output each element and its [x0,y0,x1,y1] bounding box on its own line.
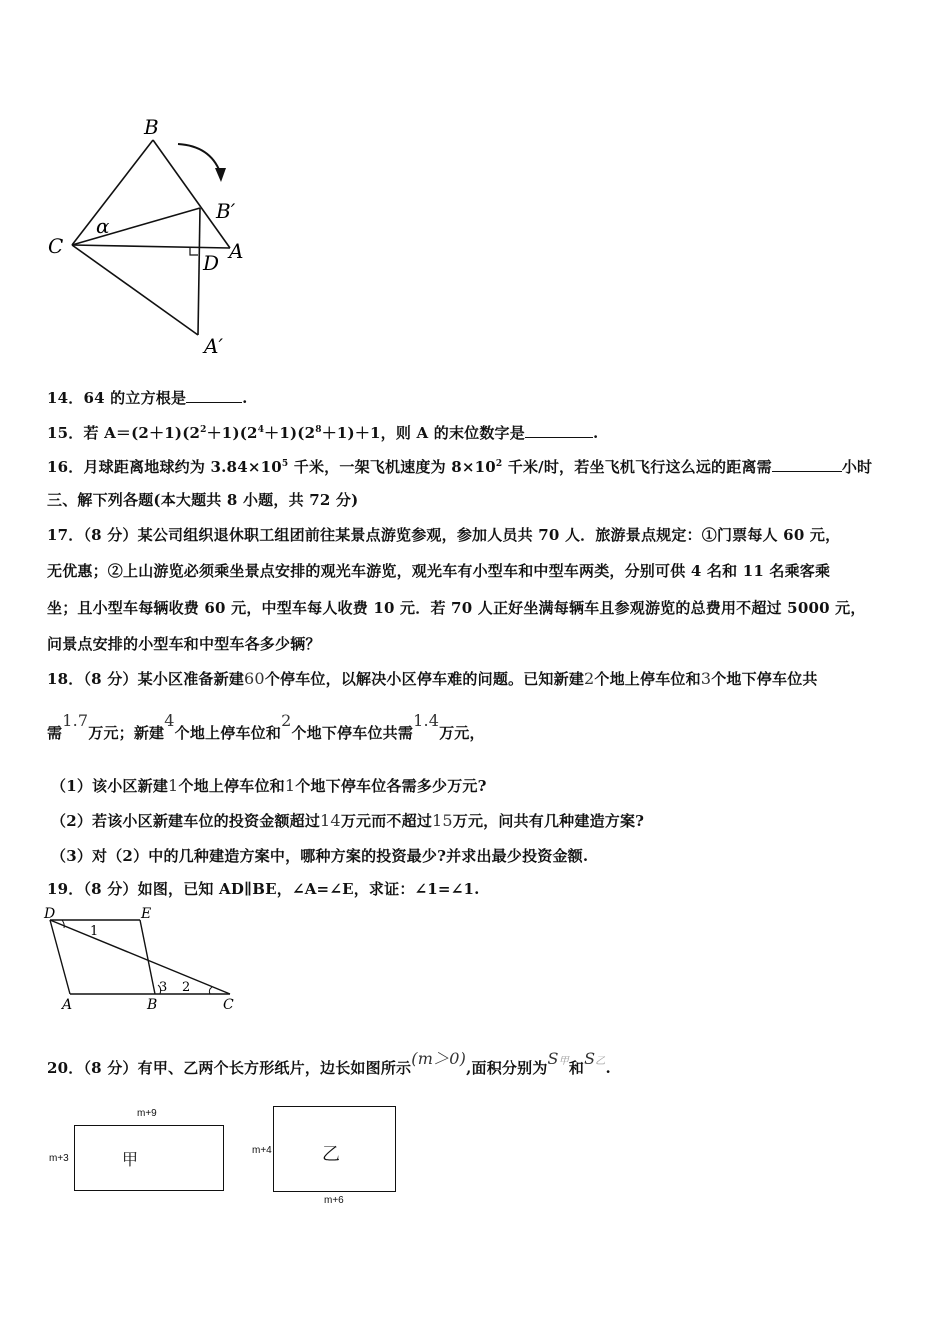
label-B-prime: B′ [216,199,236,223]
label-B: B [144,115,159,139]
rect-yi-left-label: m+4 [252,1145,272,1156]
label-alpha: α [96,214,110,238]
label-C: C [48,234,64,258]
fig19-label-A: A [62,997,73,1013]
parallel-lines-figure [40,902,240,1017]
question-16: 16．月球距离地球约为 $3.84\times 10^5$ 千米，一架飞机速度为 $8\times 10^2$ 千米/时，若坐飞机飞行这么远的距离需 小时 [47,458,873,476]
rect-jia-top-label: m+9 [137,1108,157,1119]
rect-jia-name: 甲 [122,1150,139,1169]
section-3-heading: 三、解下列各题(本大题共 8 小题，共 72 分) [47,491,359,509]
question-18-part-3: （3）对（2）中的几种建造方案中，哪种方案的投资最少?并求出最少投资金额. [51,847,589,865]
label-A-prime: A′ [204,334,223,358]
fig19-label-B: B [147,997,158,1013]
question-20: 20．（8 分）有甲、乙两个长方形纸片，边长如图所示(m＞0),面积分别为S甲和S乙. [47,1049,611,1077]
answer-blank-14[interactable] [186,388,242,403]
fig19-angle-3: 3 [159,980,168,995]
answer-blank-15[interactable] [525,423,593,438]
question-17-line-3: 坐；且小型车每辆收费 60 元，中型车每人收费 10 元．若 70 人正好坐满每辆车且参观游览的总费用不超过 5000 元， [47,599,866,617]
label-D: D [203,251,220,275]
question-18-part-2: （2）若该小区新建车位的投资金额超过14万元而不超过15万元，问共有几种建造方案? [51,811,645,830]
rect-yi-bottom-label: m+6 [324,1195,344,1206]
question-15: 15．若 $A=(2+1)(2^2+1)(2^4+1)(2^8+1)+1$，则 A 的末位数字是 . [47,424,599,442]
fig19-label-E: E [141,906,152,922]
question-18-line-2: 需1.7万元；新建4个地上停车位和2个地下停车位共需1.4万元， [47,711,485,742]
rect-jia-left-label: m+3 [49,1153,69,1164]
fig19-label-D: D [44,906,56,922]
question-14: 14．64 的立方根是 . [47,389,248,407]
question-18-line-1: 18．（8 分）某小区准备新建60个停车位，以解决小区停车难的问题。已知新建2个地上停车位和3个地下停车位共 [47,669,818,688]
question-17-line-4: 问景点安排的小型车和中型车各多少辆？ [47,635,321,653]
label-A: A [229,239,244,263]
question-19: 19．（8 分）如图，已知 AD∥BE，∠A=∠E，求证：∠1=∠1. [47,880,480,898]
rectangle-jia [74,1125,224,1191]
question-17-line-1: 17．（8 分）某公司组织退休职工组团前往某景点游览参观，参加人员共 70 人．旅游景点规定：①门票每人 60 元， [47,526,841,544]
rect-yi-name: 乙 [322,1144,340,1165]
question-17-line-2: 无优惠；②上山游览必须乘坐景点安排的观光车游览，观光车有小型车和中型车两类，分别可供 4 名和 11 名乘客乘 [47,562,831,580]
rotation-triangle-figure [40,110,280,360]
answer-blank-16[interactable] [772,457,842,472]
fig19-angle-2: 2 [182,980,191,995]
question-18-part-1: （1）该小区新建1个地上停车位和1个地下停车位各需多少万元? [51,776,487,795]
fig19-label-C: C [223,997,234,1013]
fig19-angle-1: 1 [90,924,99,939]
